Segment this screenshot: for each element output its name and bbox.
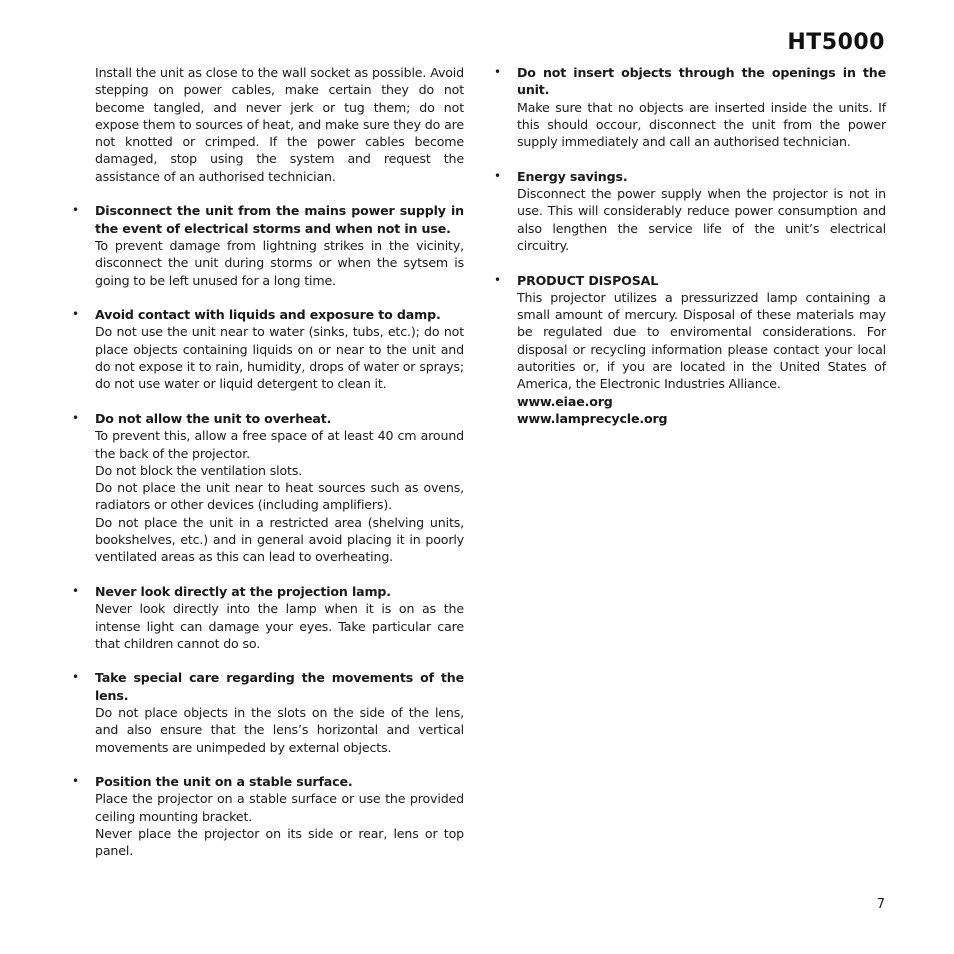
link-eiae[interactable]: www.eiae.org bbox=[517, 393, 613, 409]
section-liquids bbox=[72, 306, 464, 392]
section-heading: Avoid contact with liquids and exposure to damp. bbox=[95, 307, 441, 323]
intro-section bbox=[72, 64, 464, 185]
section-storms bbox=[72, 202, 464, 288]
page-number: 7 bbox=[876, 897, 885, 912]
section-paragraph: Never place the projector on its side or rear, lens or top panel. bbox=[95, 826, 464, 859]
section-heading: Do not insert objects through the openings in the unit. bbox=[517, 65, 886, 98]
section-paragraph: Do not use the unit near to water (sinks, tubs, etc.); do not place objects containing liquids on or near to the unit and do not expose it to rain, humidity, drops of water or sprays; do not use water or liquid detergent to clean it. bbox=[95, 324, 464, 392]
section-stable-surface bbox=[72, 773, 464, 859]
bullet-icon: • bbox=[72, 307, 79, 322]
section-paragraph: This projector utilizes a pressurizzed lamp containing a small amount of mercury. Disposal of these materials may be regulated due to enviromental considerations. For disposal or recycling information please contact your local autorities or, if you are located in the United States of America, the Electronic Industries Alliance. bbox=[517, 289, 886, 392]
left-column bbox=[72, 64, 464, 877]
section-lamp bbox=[72, 583, 464, 652]
section-disposal bbox=[494, 272, 886, 428]
bullet-icon: • bbox=[72, 203, 79, 218]
link-lamprecycle[interactable]: www.lamprecycle.org bbox=[517, 410, 668, 426]
right-column bbox=[494, 64, 886, 445]
section-openings bbox=[494, 64, 886, 150]
section-paragraph: Do not place the unit near to heat sources such as ovens, radiators or other devices (including amplifiers). bbox=[95, 480, 464, 513]
section-heading: Energy savings. bbox=[517, 168, 628, 184]
bullet-icon: • bbox=[72, 774, 79, 789]
section-paragraph: To prevent this, allow a free space of at least 40 cm around the back of the projector. bbox=[95, 428, 464, 461]
bullet-icon: • bbox=[72, 670, 79, 685]
section-paragraph: Place the projector on a stable surface or use the provided ceiling mounting bracket. bbox=[95, 791, 464, 824]
section-energy bbox=[494, 168, 886, 254]
bullet-icon: • bbox=[72, 410, 79, 425]
section-paragraph: Do not place objects in the slots on the side of the lens, and also ensure that the lens’s horizontal and vertical movements are unimpeded by external objects. bbox=[95, 704, 464, 755]
section-heading: Disconnect the unit from the mains power supply in the event of electrical storms and when not in use. bbox=[95, 203, 464, 236]
section-paragraph: Do not block the ventilation slots. bbox=[95, 462, 303, 478]
intro-paragraph: Install the unit as close to the wall socket as possible. Avoid stepping on power cables, make certain they do not become tangled, and never jerk or tug them; do not expose them to sources of heat, and make sure they do are not knotted or crimped. If the power cables become damaged, stop using the system and request the assistance of an authorised technician. bbox=[95, 65, 464, 184]
bullet-icon: • bbox=[494, 168, 501, 183]
section-lens bbox=[72, 669, 464, 755]
section-heading: Do not allow the unit to overheat. bbox=[95, 410, 332, 426]
section-overheat bbox=[72, 410, 464, 566]
section-heading: Take special care regarding the movements of the lens. bbox=[95, 670, 464, 703]
section-heading: Never look directly at the projection lamp. bbox=[95, 583, 391, 599]
section-paragraph: Never look directly into the lamp when it is on as the intense light can damage your eyes. Take particular care that children cannot do so. bbox=[95, 601, 464, 651]
section-heading: PRODUCT DISPOSAL bbox=[517, 272, 659, 288]
section-paragraph: Disconnect the power supply when the projector is not in use. This will considerably reduce power consumption and also lengthen the service life of the unit’s electrical circuitry. bbox=[517, 186, 886, 253]
bullet-icon: • bbox=[494, 65, 501, 79]
bullet-icon: • bbox=[494, 272, 501, 287]
section-paragraph: To prevent damage from lightning strikes in the vicinity, disconnect the unit during storms or when the sytsem is going to be left unused for a long time. bbox=[95, 237, 464, 288]
model-name: HT5000 bbox=[787, 30, 885, 55]
bullet-icon: • bbox=[72, 583, 79, 598]
section-heading: Position the unit on a stable surface. bbox=[95, 774, 353, 790]
section-paragraph: Do not place the unit in a restricted area (shelving units, bookshelves, etc.) and in general avoid placing it in poorly ventilated areas as this can lead to overheating. bbox=[95, 514, 464, 565]
section-paragraph: Make sure that no objects are inserted inside the units. If this should occour, disconnect the unit from the power supply immediately and call an authorised technician. bbox=[517, 99, 886, 150]
